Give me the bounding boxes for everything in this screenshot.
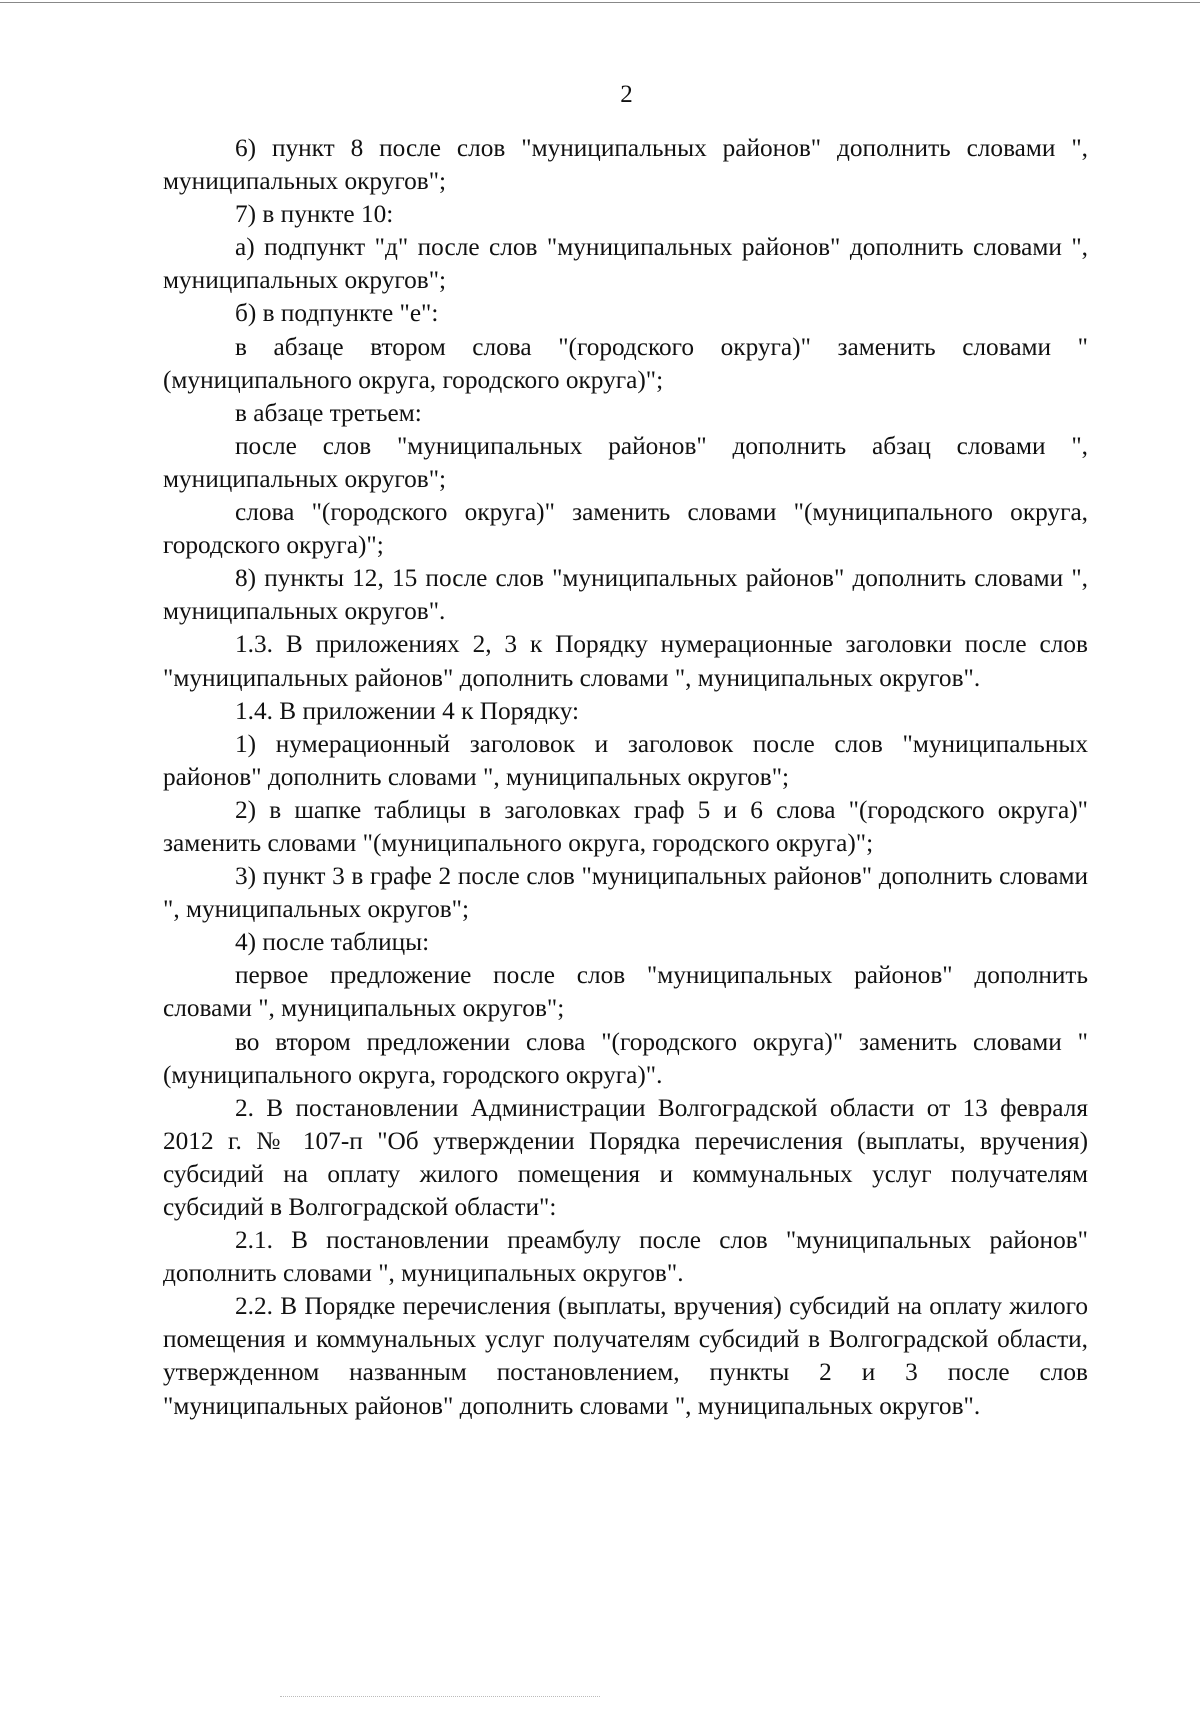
scan-noise-dots bbox=[280, 1696, 600, 1697]
paragraph: 7) в пункте 10: bbox=[235, 200, 394, 229]
document-body bbox=[163, 132, 1088, 1423]
paragraph: 2) в шапке таблицы в заголовках граф 5 и 6 слова "(городского округа)" заменить словами "(муниципального округа, городского округа)"; bbox=[163, 795, 1088, 857]
scan-edge-line bbox=[0, 2, 1200, 3]
paragraph: б) в подпункте "е": bbox=[235, 299, 439, 328]
paragraph: 2.2. В Порядке перечисления (выплаты, вручения) субсидий на оплату жилого помещения и коммунальных услуг получателям субсидий в Волгоградской области, утвержденном названным постановлением, пункты 2 и 3 после слов "муниципальных районов" дополнить словами ", муниципальных округов". bbox=[163, 1292, 1088, 1420]
page-number: 2 bbox=[620, 81, 633, 108]
paragraph: 8) пункты 12, 15 после слов "муниципальных районов" дополнить словами ", муниципальных округов". bbox=[163, 564, 1088, 626]
paragraph: 1.3. В приложениях 2, 3 к Порядку нумерационные заголовки после слов "муниципальных районов" дополнить словами ", муниципальных округов". bbox=[163, 630, 1088, 692]
paragraph: первое предложение после слов "муниципальных районов" дополнить словами ", муниципальных округов"; bbox=[163, 961, 1088, 1023]
paragraph: 6) пункт 8 после слов "муниципальных районов" дополнить словами ", муниципальных округов"; bbox=[163, 134, 1088, 196]
paragraph: 2.1. В постановлении преамбулу после слов "муниципальных районов" дополнить словами ", муниципальных округов". bbox=[163, 1226, 1088, 1288]
paragraph: после слов "муниципальных районов" дополнить абзац словами ", муниципальных округов"; bbox=[163, 431, 1088, 493]
paragraph: 2. В постановлении Администрации Волгоградской области от 13 февраля 2012 г. № 107-п "Об утверждении Порядка перечисления (выплаты, вручения) субсидий на оплату жилого помещения и коммунальных услуг получателям субсидий в Волгоградской области": bbox=[163, 1093, 1088, 1221]
paragraph: слова "(городского округа)" заменить словами "(муниципального округа, городского округа)"; bbox=[163, 498, 1088, 560]
paragraph: а) подпункт "д" после слов "муниципальных районов" дополнить словами ", муниципальных округов"; bbox=[163, 233, 1088, 295]
paragraph: в абзаце втором слова "(городского округа)" заменить словами "(муниципального округа, городского округа)"; bbox=[163, 332, 1088, 394]
paragraph: 1) нумерационный заголовок и заголовок после слов "муниципальных районов" дополнить словами ", муниципальных округов"; bbox=[163, 729, 1088, 791]
paragraph: 1.4. В приложении 4 к Порядку: bbox=[235, 696, 580, 725]
paragraph: в абзаце третьем: bbox=[235, 398, 422, 427]
paragraph: во втором предложении слова "(городского округа)" заменить словами "(муниципального округа, городского округа)". bbox=[163, 1027, 1088, 1089]
paragraph: 4) после таблицы: bbox=[235, 928, 430, 957]
paragraph: 3) пункт 3 в графе 2 после слов "муниципальных районов" дополнить словами ", муниципальных округов"; bbox=[163, 862, 1088, 924]
